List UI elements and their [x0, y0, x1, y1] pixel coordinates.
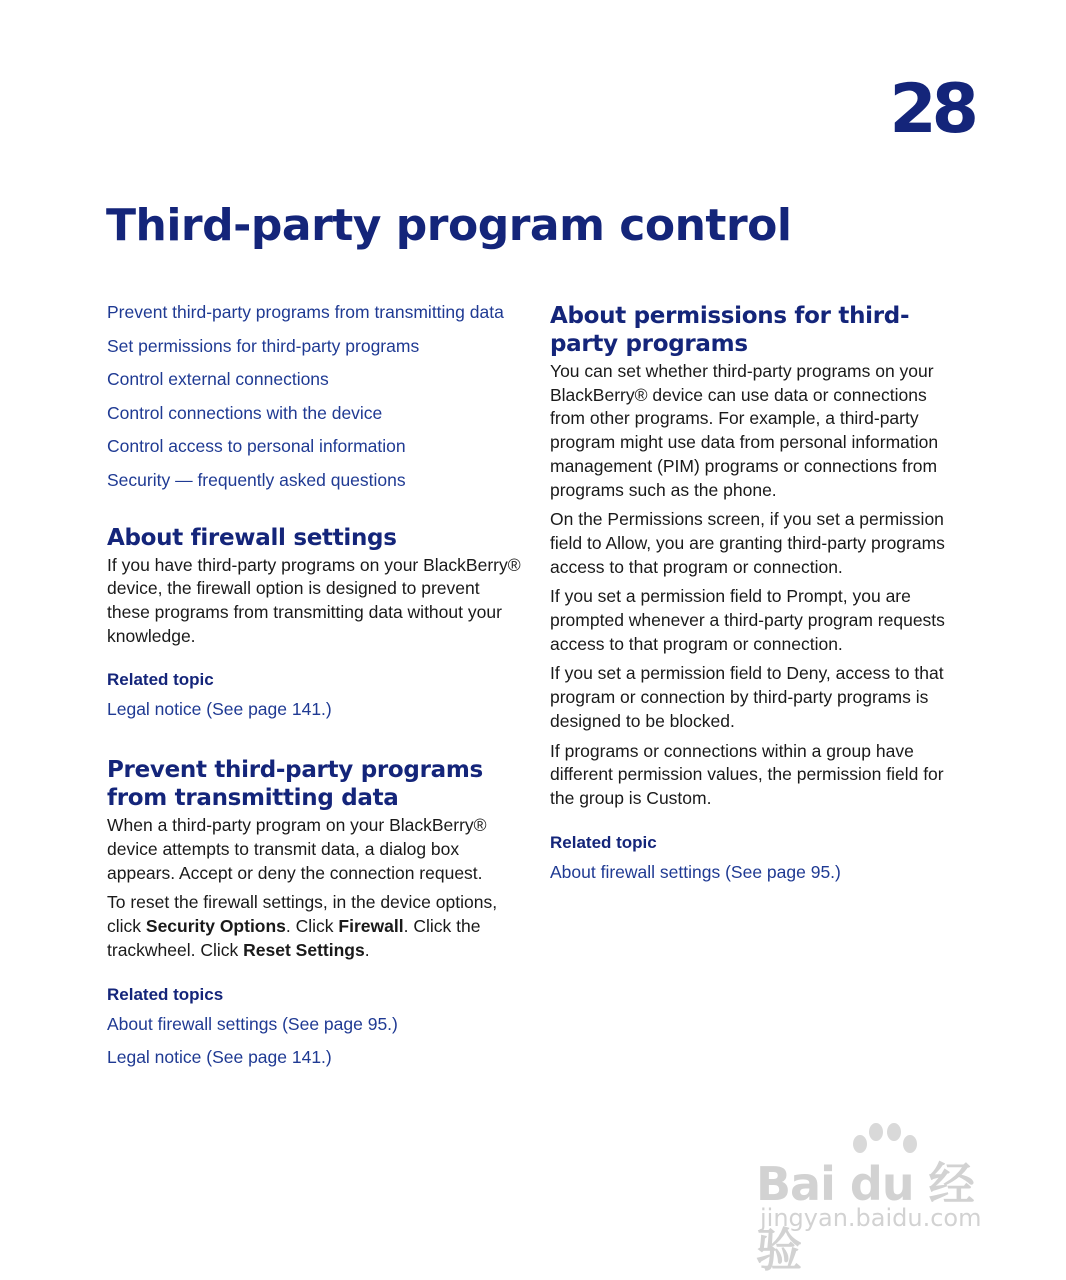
toc-link-external-connections[interactable]: Control external connections	[107, 369, 329, 389]
prevent-reset-instructions: To reset the firewall settings, in the device options, click Security Options. Click Firewall. Click the trackwheel. Click Reset Settings.	[107, 892, 498, 960]
permissions-paragraph: If you set a permission field to Prompt, you are prompted whenever a third-party program requests access to that program or connection.	[550, 586, 945, 654]
toc-link-permissions[interactable]: Set permissions for third-party programs	[107, 335, 420, 356]
prevent-related-link-firewall[interactable]: About firewall settings (See page 95.)	[107, 1013, 398, 1034]
firewall-body: If you have third-party programs on your BlackBerry® device, the firewall option is designed to prevent these programs from transmitting data without your knowledge.	[107, 554, 521, 646]
toc-link-device-connections[interactable]: Control connections with the device	[107, 402, 383, 423]
prevent-related-link-legal[interactable]: Legal notice (See page 141.)	[107, 1046, 332, 1067]
right-column	[550, 300, 960, 884]
prevent-body: When a third-party program on your BlackBerry® device attempts to transmit data, a dialog box appears. Accept or deny the connection request.	[107, 815, 487, 883]
firewall-section	[107, 524, 527, 722]
firewall-label: Firewall	[338, 916, 404, 937]
security-options-label: Security Options	[145, 916, 286, 937]
prevent-heading: Prevent third-party programs from transmitting data	[107, 757, 483, 812]
permissions-paragraph: You can set whether third-party programs on your BlackBerry® device can use data or connections from other programs. For example, a third-party program might use data from personal information management (PIM) programs or connections from programs such as the phone.	[550, 361, 939, 500]
firewall-related-link-legal[interactable]: Legal notice (See page 141.)	[107, 699, 332, 720]
page-title: Third-party program control	[106, 200, 792, 251]
firewall-related-heading: Related topic	[107, 670, 214, 690]
watermark-url: jingyan.baidu.com	[760, 1204, 982, 1232]
toc-link-security-faq[interactable]: Security — frequently asked questions	[107, 469, 406, 490]
permissions-heading: About permissions for third-party programs	[550, 303, 910, 357]
prevent-section	[107, 756, 527, 1068]
permissions-related-heading: Related topic	[550, 832, 657, 852]
permissions-paragraph: If programs or connections within a group have different permission values, the permission field for the group is Custom.	[550, 740, 944, 808]
chapter-number: 28	[889, 70, 974, 149]
prevent-related-heading: Related topics	[107, 984, 224, 1004]
toc-link-prevent[interactable]: Prevent third-party programs from transmitting data	[107, 302, 504, 322]
watermark-main-text: Bai du 经验	[756, 1157, 974, 1277]
permissions-related-link-firewall[interactable]: About firewall settings (See page 95.)	[550, 861, 841, 882]
chapter-toc	[107, 300, 527, 492]
toc-link-personal-information[interactable]: Control access to personal information	[107, 436, 406, 456]
left-column	[107, 300, 527, 1069]
permissions-paragraph: If you set a permission field to Deny, access to that program or connection by third-party programs is designed to be blocked.	[550, 663, 944, 731]
permissions-paragraph: On the Permissions screen, if you set a permission field to Allow, you are granting third-party programs access to that program or connection.	[550, 509, 945, 577]
baidu-watermark	[756, 1120, 1006, 1277]
reset-settings-label: Reset Settings	[243, 939, 365, 960]
firewall-heading: About firewall settings	[107, 524, 397, 551]
permissions-section	[550, 302, 960, 884]
